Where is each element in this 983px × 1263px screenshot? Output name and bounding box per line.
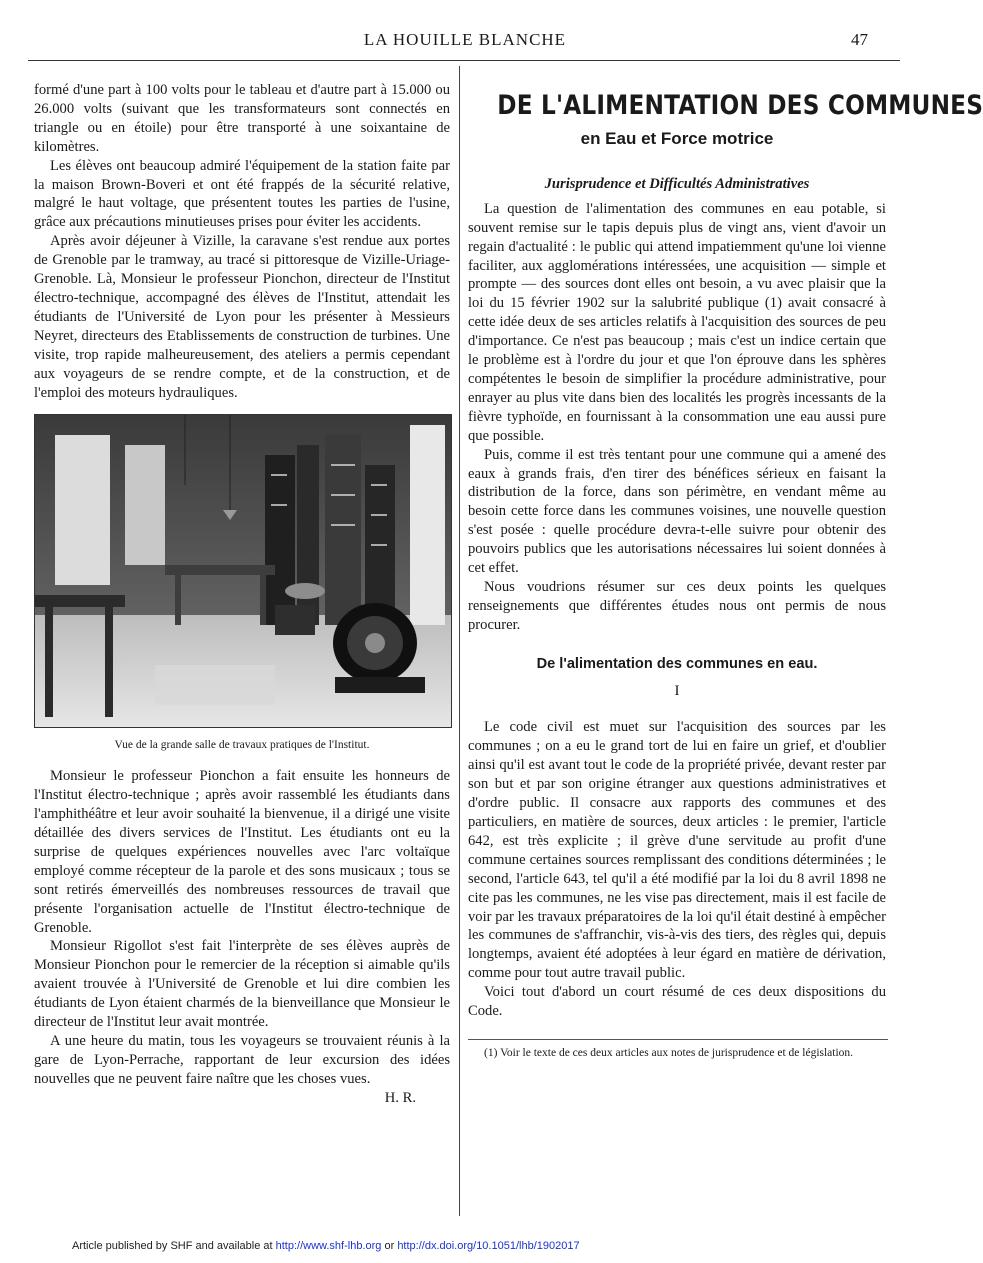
signature: H. R. [384, 1089, 416, 1106]
paragraph: Le code civil est muet sur l'acquisition des sources par les communes ; on a eu le grand tort de lui en faire un grief, et d'oublier ainsi qu'il est avant tout le code de la propriété privée, devant rester par son but et par son origine étranger aux questions administratives et d'ordre public. Il consacre aux rapports des communes et des particuliers, en matière de sources, deux articles : le premier, l'article 642, est très explicite ; il grève d'une servitude au profit d'une commune certaines sources remplissant des conditions déterminées ; le second, l'article 643, tel qu'il a été modifié par la loi du 8 avril 1898 ne cite pas les communes, ne les vise pas directement, mais il est facile de voir par les travaux préparatoires de la loi qu'il était destiné à empêcher les communes de s'affranchir, vis-à-vis des tiers, des règles qui, depuis longtemps, avaient été adoptées à leur égard en matière de dérivation, comme pour tout autre travail public. [468, 719, 886, 982]
paragraph: Puis, comme il est très tentant pour une commune qui a amené des eaux à grands frais, d'en tirer des bénéfices sérieux en faisant la distribution de la force, dans son périmètre, en vendant même au besoin cette force dans les communes voisines, une nouvelle question s'est posée : quelle procédure devra-t-elle suivre pour obtenir des pouvoirs publics que les autorisations nécessaires lui soient données à cet effet. [468, 446, 886, 577]
running-head: LA HOUILLE BLANCHE [363, 30, 567, 49]
page-header [0, 30, 930, 54]
institute-hall-photo [34, 414, 452, 728]
left-column [34, 81, 450, 1108]
footnote: (1) Voir le texte de ces deux articles aux notes de jurisprudence et de législation. [484, 1046, 854, 1059]
footer-or: or [384, 1240, 395, 1252]
page-number: 47 [851, 30, 868, 49]
paragraph: Voici tout d'abord un court résumé de ces deux dispositions du Code. [468, 984, 886, 1020]
section-heading: Jurisprudence et Difficultés Administratives [544, 175, 810, 192]
section-heading: De l'alimentation des communes en eau. [536, 655, 818, 672]
footer-link-shf[interactable]: http://www.shf-lhb.org [275, 1240, 382, 1252]
page-footer [72, 1240, 580, 1252]
paragraph: Les élèves ont beaucoup admiré l'équipement de la station faite par la maison Brown-Boveri et ont été frappés de la sécurité relative, malgré le haut voltage, que présentent toutes les parties de l'usine, grâce aux précautions minutieuses prises pour éviter les accidents. [34, 157, 450, 231]
footer-link-doi[interactable]: http://dx.doi.org/10.1051/lhb/1902017 [397, 1240, 580, 1252]
paragraph-last [34, 1032, 450, 1106]
right-column [468, 84, 983, 1060]
photo-caption: Vue de la grande salle de travaux pratiques de l'Institut. [114, 739, 370, 752]
paragraph: La question de l'alimentation des communes en eau potable, si souvent remise sur le tapis depuis plus de vingt ans, vient d'avoir un regain d'actualité : le public qui attend impatiemment qu'une loi vienne faciliter, aux agglomérations intéressées, une acquisition — simple et prompte — des sources dont elles ont besoin, a vu avec plaisir que la loi du 15 février 1902 sur la salubrité publique (1) avait consacré à cette idée deux de ses articles relatifs à l'acquisition des sources de peu d'importance. Ce n'est pas beaucoup ; mais c'est un indice certain que le problème est à l'ordre du jour et que l'on éprouve dans les sphères compétentes le besoin de simplifier la procédure administrative, pour enrayer au plus vite dans bien des localités les progrès incessants de la fièvre typhoïde, en fournissant à la consommation une eau aussi pure que possible. [468, 200, 886, 444]
footnote-rule [468, 1039, 888, 1040]
paragraph: Monsieur Rigollot s'est fait l'interprète de ses élèves auprès de Monsieur Pionchon pour le remercier de la réception si aimable qu'ils avaient trouvée à l'Université de Grenoble et lui dire combien les étudiants de Lyon étaient charmés de la bienveillance que Monsieur le directeur de l'Institut leur avait montrée. [34, 938, 450, 1031]
article-subtitle: en Eau et Force motrice [580, 129, 774, 148]
footer-text: Article published by SHF and available at [72, 1240, 273, 1252]
paragraph: formé d'une part à 100 volts pour le tableau et d'autre part à 15.000 ou 26.000 volts (suivant que les transformateurs sont connectés en triangle ou en étoile) pour être transporté à une soixantaine de kilomètres. [34, 82, 450, 155]
column-divider [459, 66, 460, 1216]
paragraph: Nous voudrions résumer sur ces deux points les quelques renseignements que différentes études nous ont permis de nous procurer. [468, 578, 886, 633]
article-title: DE L'ALIMENTATION DES COMMUNES [497, 90, 983, 121]
section-number: I [674, 682, 680, 699]
header-rule [28, 60, 900, 61]
paragraph-text: A une heure du matin, tous les voyageurs se trouvaient réunis à la gare de Lyon-Perrache, rapportant de leur excursion des idées nouvelles que ne peuvent faire naître que les choses vues. [34, 1033, 450, 1087]
paragraph: Après avoir déjeuner à Vizille, la caravane s'est rendue aux portes de Grenoble par le tramway, au tracé si pittoresque de Vizille-Uriage-Grenoble. Là, Monsieur le professeur Pionchon, directeur de l'Institut électro-technique, accompagné des élèves de l'Institut, attendait les étudiants de l'Université de Lyon pour les présenter à Messieurs Neyret, directeurs des Etablissements de construction de turbines. Une visite, trop rapide malheureusement, des ateliers a permis cependant aux voyageurs de se rendre compte, et de la construction, et de l'emploi des moteurs hydrauliques. [34, 233, 450, 401]
paragraph: Monsieur le professeur Pionchon a fait ensuite les honneurs de l'Institut électro-technique ; après avoir rassemblé les étudiants dans l'amphithéâtre et leur avoir souhaité la bienvenue, il a dirigé une visite détaillée des divers services de l'Institut. Les étudiants ont eu la surprise de quelques expériences nouvelles avec l'arc voltaïque employé comme récepteur de la parole et des sons musicaux ; tous se sont retirés émerveillés des nombreuses ressources de travail que présente l'organisation actuelle de l'Institut électro-technique de Grenoble. [34, 768, 450, 936]
